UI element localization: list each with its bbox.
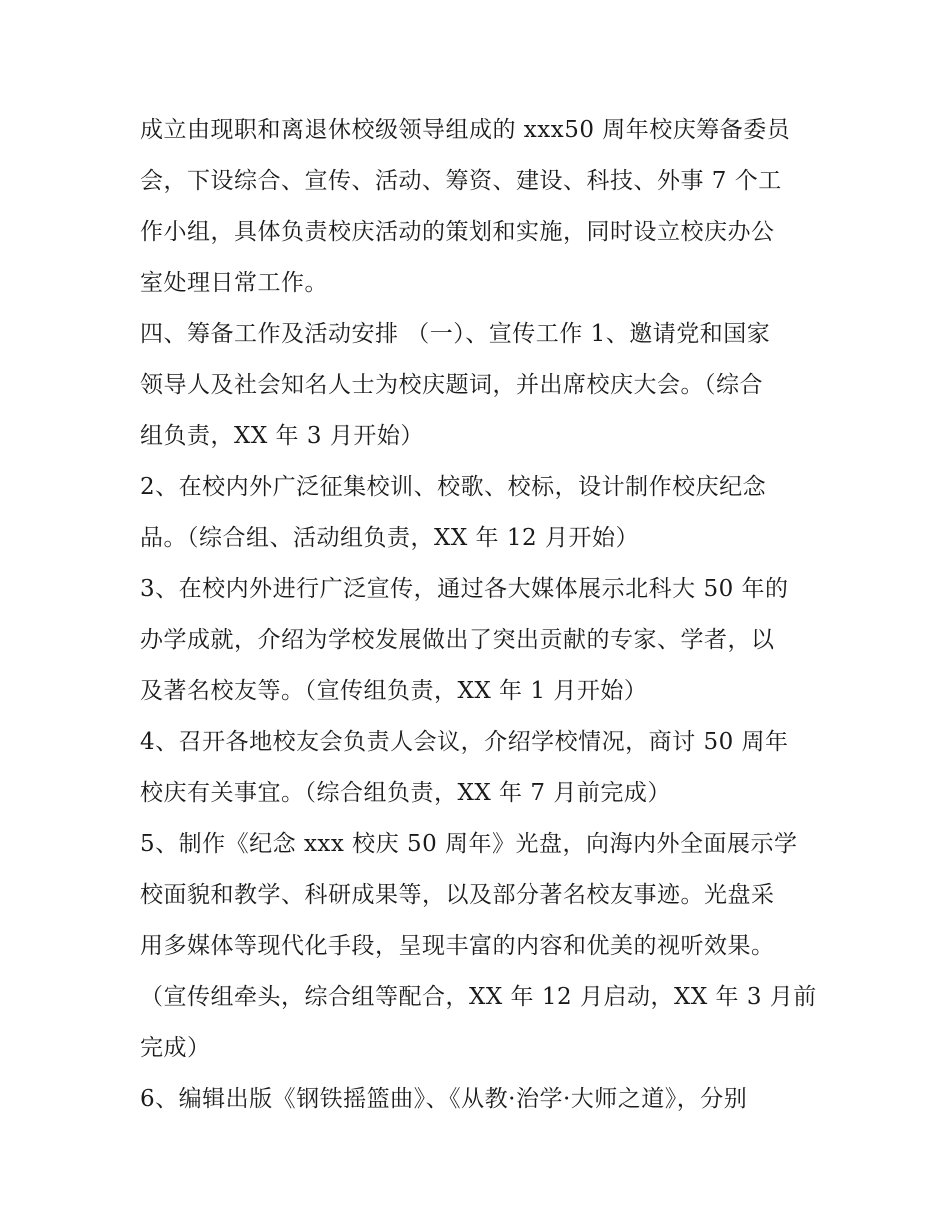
text-line: 校庆有关事宜。（综合组负责，XX 年 7 月前完成） xyxy=(140,780,671,806)
text-line: 3、在校内外进行广泛宣传，通过各大媒体展示北科大 50 年的 xyxy=(140,576,789,602)
document-body xyxy=(140,105,817,1125)
text-line: 成立由现职和离退休校级领导组成的 xxx50 周年校庆筹备委员 xyxy=(140,117,791,143)
text-line: 及著名校友等。（宣传组负责，XX 年 1 月开始） xyxy=(140,678,648,704)
text-line: 领导人及社会知名人士为校庆题词，并出席校庆大会。（综合 xyxy=(140,372,763,398)
text-line: 室处理日常工作。 xyxy=(140,270,328,296)
text-line: 6、编辑出版《钢铁摇篮曲》、《从教·治学·大师之道》，分别 xyxy=(140,1086,748,1112)
text-line: 2、在校内外广泛征集校训、校歌、校标，设计制作校庆纪念 xyxy=(140,474,767,500)
text-line: 校面貌和教学、科研成果等，以及部分著名校友事迹。光盘采 xyxy=(140,882,775,908)
text-line: 办学成就，介绍为学校发展做出了突出贡献的专家、学者，以 xyxy=(140,627,775,653)
text-line: 品。（综合组、活动组负责，XX 年 12 月开始） xyxy=(140,525,639,551)
text-line: （宣传组牵头，综合组等配合，XX 年 12 月启动，XX 年 3 月前 xyxy=(140,984,817,1010)
text-line: 用多媒体等现代化手段，呈现丰富的内容和优美的视听效果。 xyxy=(140,933,775,959)
text-line: 作小组，具体负责校庆活动的策划和实施，同时设立校庆办公 xyxy=(140,219,775,245)
text-line: 四、筹备工作及活动安排 （一）、宣传工作 1、邀请党和国家 xyxy=(140,321,771,347)
text-line: 完成） xyxy=(140,1035,211,1061)
text-line: 组负责，XX 年 3 月开始） xyxy=(140,423,424,449)
text-line: 4、召开各地校友会负责人会议，介绍学校情况，商讨 50 周年 xyxy=(140,729,789,755)
text-line: 5、制作《纪念 xxx 校庆 50 周年》光盘，向海内外全面展示学 xyxy=(140,831,798,857)
text-line: 会，下设综合、宣传、活动、筹资、建设、科技、外事 7 个工 xyxy=(140,168,782,194)
